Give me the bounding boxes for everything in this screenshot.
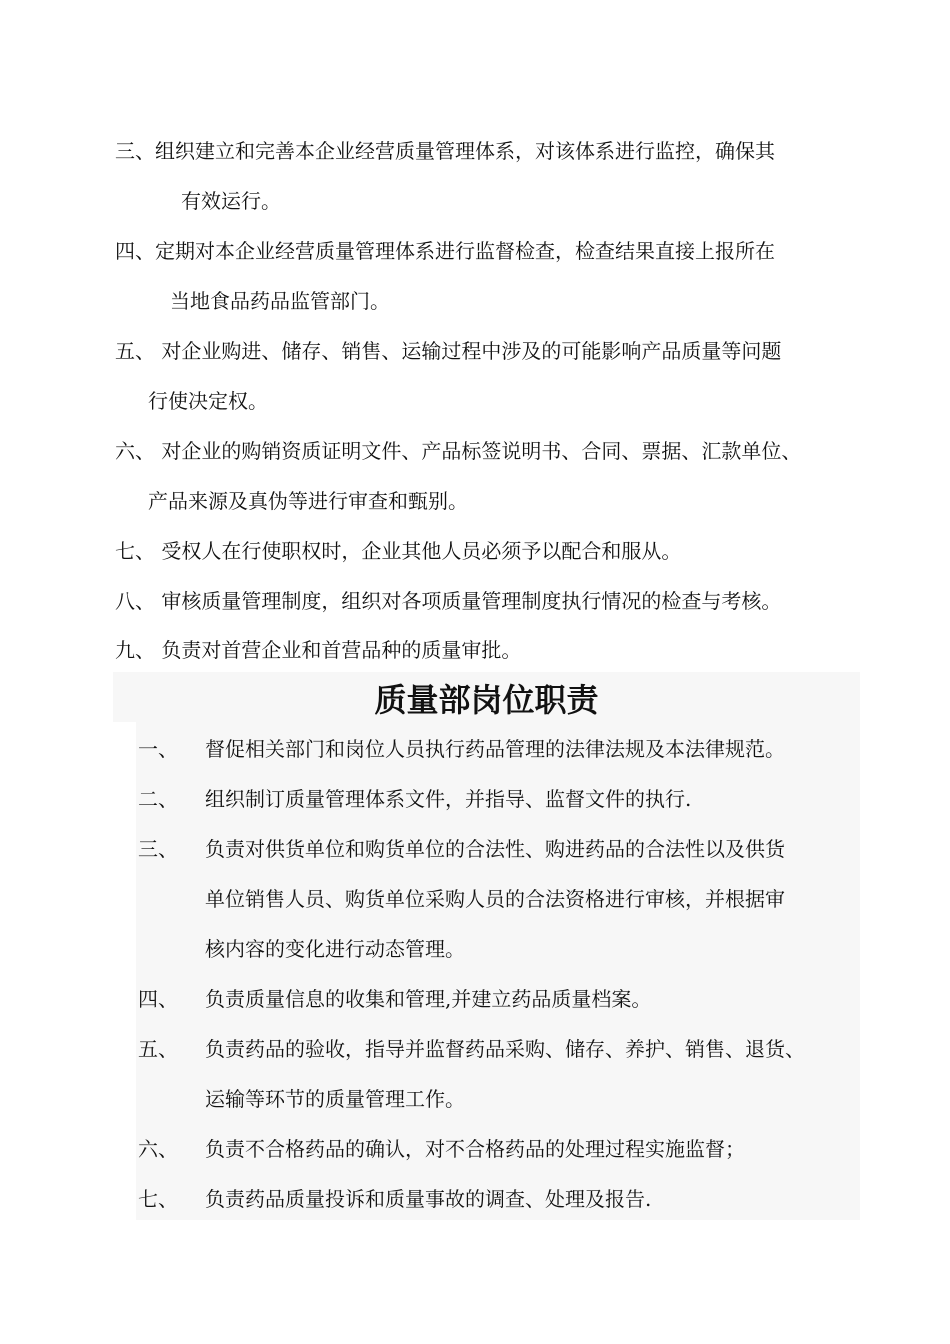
list-item-text: 核内容的变化进行动态管理。 bbox=[205, 937, 465, 961]
list-item-text: 负责不合格药品的确认，对不合格药品的处理过程实施监督； bbox=[205, 1137, 745, 1161]
list-item-number: 一、 bbox=[138, 737, 178, 761]
list-item-number: 七、 bbox=[138, 1187, 178, 1211]
paragraph-line: 三、组织建立和完善本企业经营质量管理体系，对该体系进行监控，确保其 bbox=[115, 139, 775, 163]
list-item-text: 单位销售人员、购货单位采购人员的合法资格进行审核，并根据审 bbox=[205, 887, 785, 911]
paragraph-line: 七、 受权人在行使职权时，企业其他人员必须予以配合和服从。 bbox=[115, 539, 682, 563]
list-item-number: 五、 bbox=[138, 1037, 178, 1061]
list-item-number: 三、 bbox=[138, 837, 178, 861]
list-item-number: 四、 bbox=[138, 987, 178, 1011]
list-item-text: 负责药品的验收，指导并监督药品采购、储存、养护、销售、退货、 bbox=[205, 1037, 805, 1061]
paragraph-line: 五、 对企业购进、储存、销售、运输过程中涉及的可能影响产品质量等问题 bbox=[115, 339, 782, 363]
paragraph-line: 当地食品药品监管部门。 bbox=[170, 289, 390, 313]
list-item-text: 负责药品质量投诉和质量事故的调查、处理及报告. bbox=[205, 1187, 652, 1211]
list-item-number: 二、 bbox=[138, 787, 178, 811]
list-item-text: 负责质量信息的收集和管理,并建立药品质量档案。 bbox=[205, 987, 652, 1011]
list-item-text: 督促相关部门和岗位人员执行药品管理的法律法规及本法律规范。 bbox=[205, 737, 785, 761]
paragraph-line: 行使决定权。 bbox=[148, 389, 268, 413]
paragraph-line: 四、定期对本企业经营质量管理体系进行监督检查，检查结果直接上报所在 bbox=[115, 239, 775, 263]
list-item-text: 负责对供货单位和购货单位的合法性、购进药品的合法性以及供货 bbox=[205, 837, 785, 861]
list-item-text: 运输等环节的质量管理工作。 bbox=[205, 1087, 465, 1111]
list-item-text: 组织制订质量管理体系文件，并指导、监督文件的执行. bbox=[205, 787, 692, 811]
paragraph-line: 九、 负责对首营企业和首营品种的质量审批。 bbox=[115, 638, 522, 662]
list-item-number: 六、 bbox=[138, 1137, 178, 1161]
paragraph-line: 六、 对企业的购销资质证明文件、产品标签说明书、合同、票据、汇款单位、 bbox=[115, 439, 802, 463]
section-title: 质量部岗位职责 bbox=[374, 681, 599, 719]
paragraph-line: 有效运行。 bbox=[181, 189, 281, 213]
paragraph-line: 八、 审核质量管理制度，组织对各项质量管理制度执行情况的检查与考核。 bbox=[115, 589, 782, 613]
paragraph-line: 产品来源及真伪等进行审查和甄别。 bbox=[148, 489, 468, 513]
